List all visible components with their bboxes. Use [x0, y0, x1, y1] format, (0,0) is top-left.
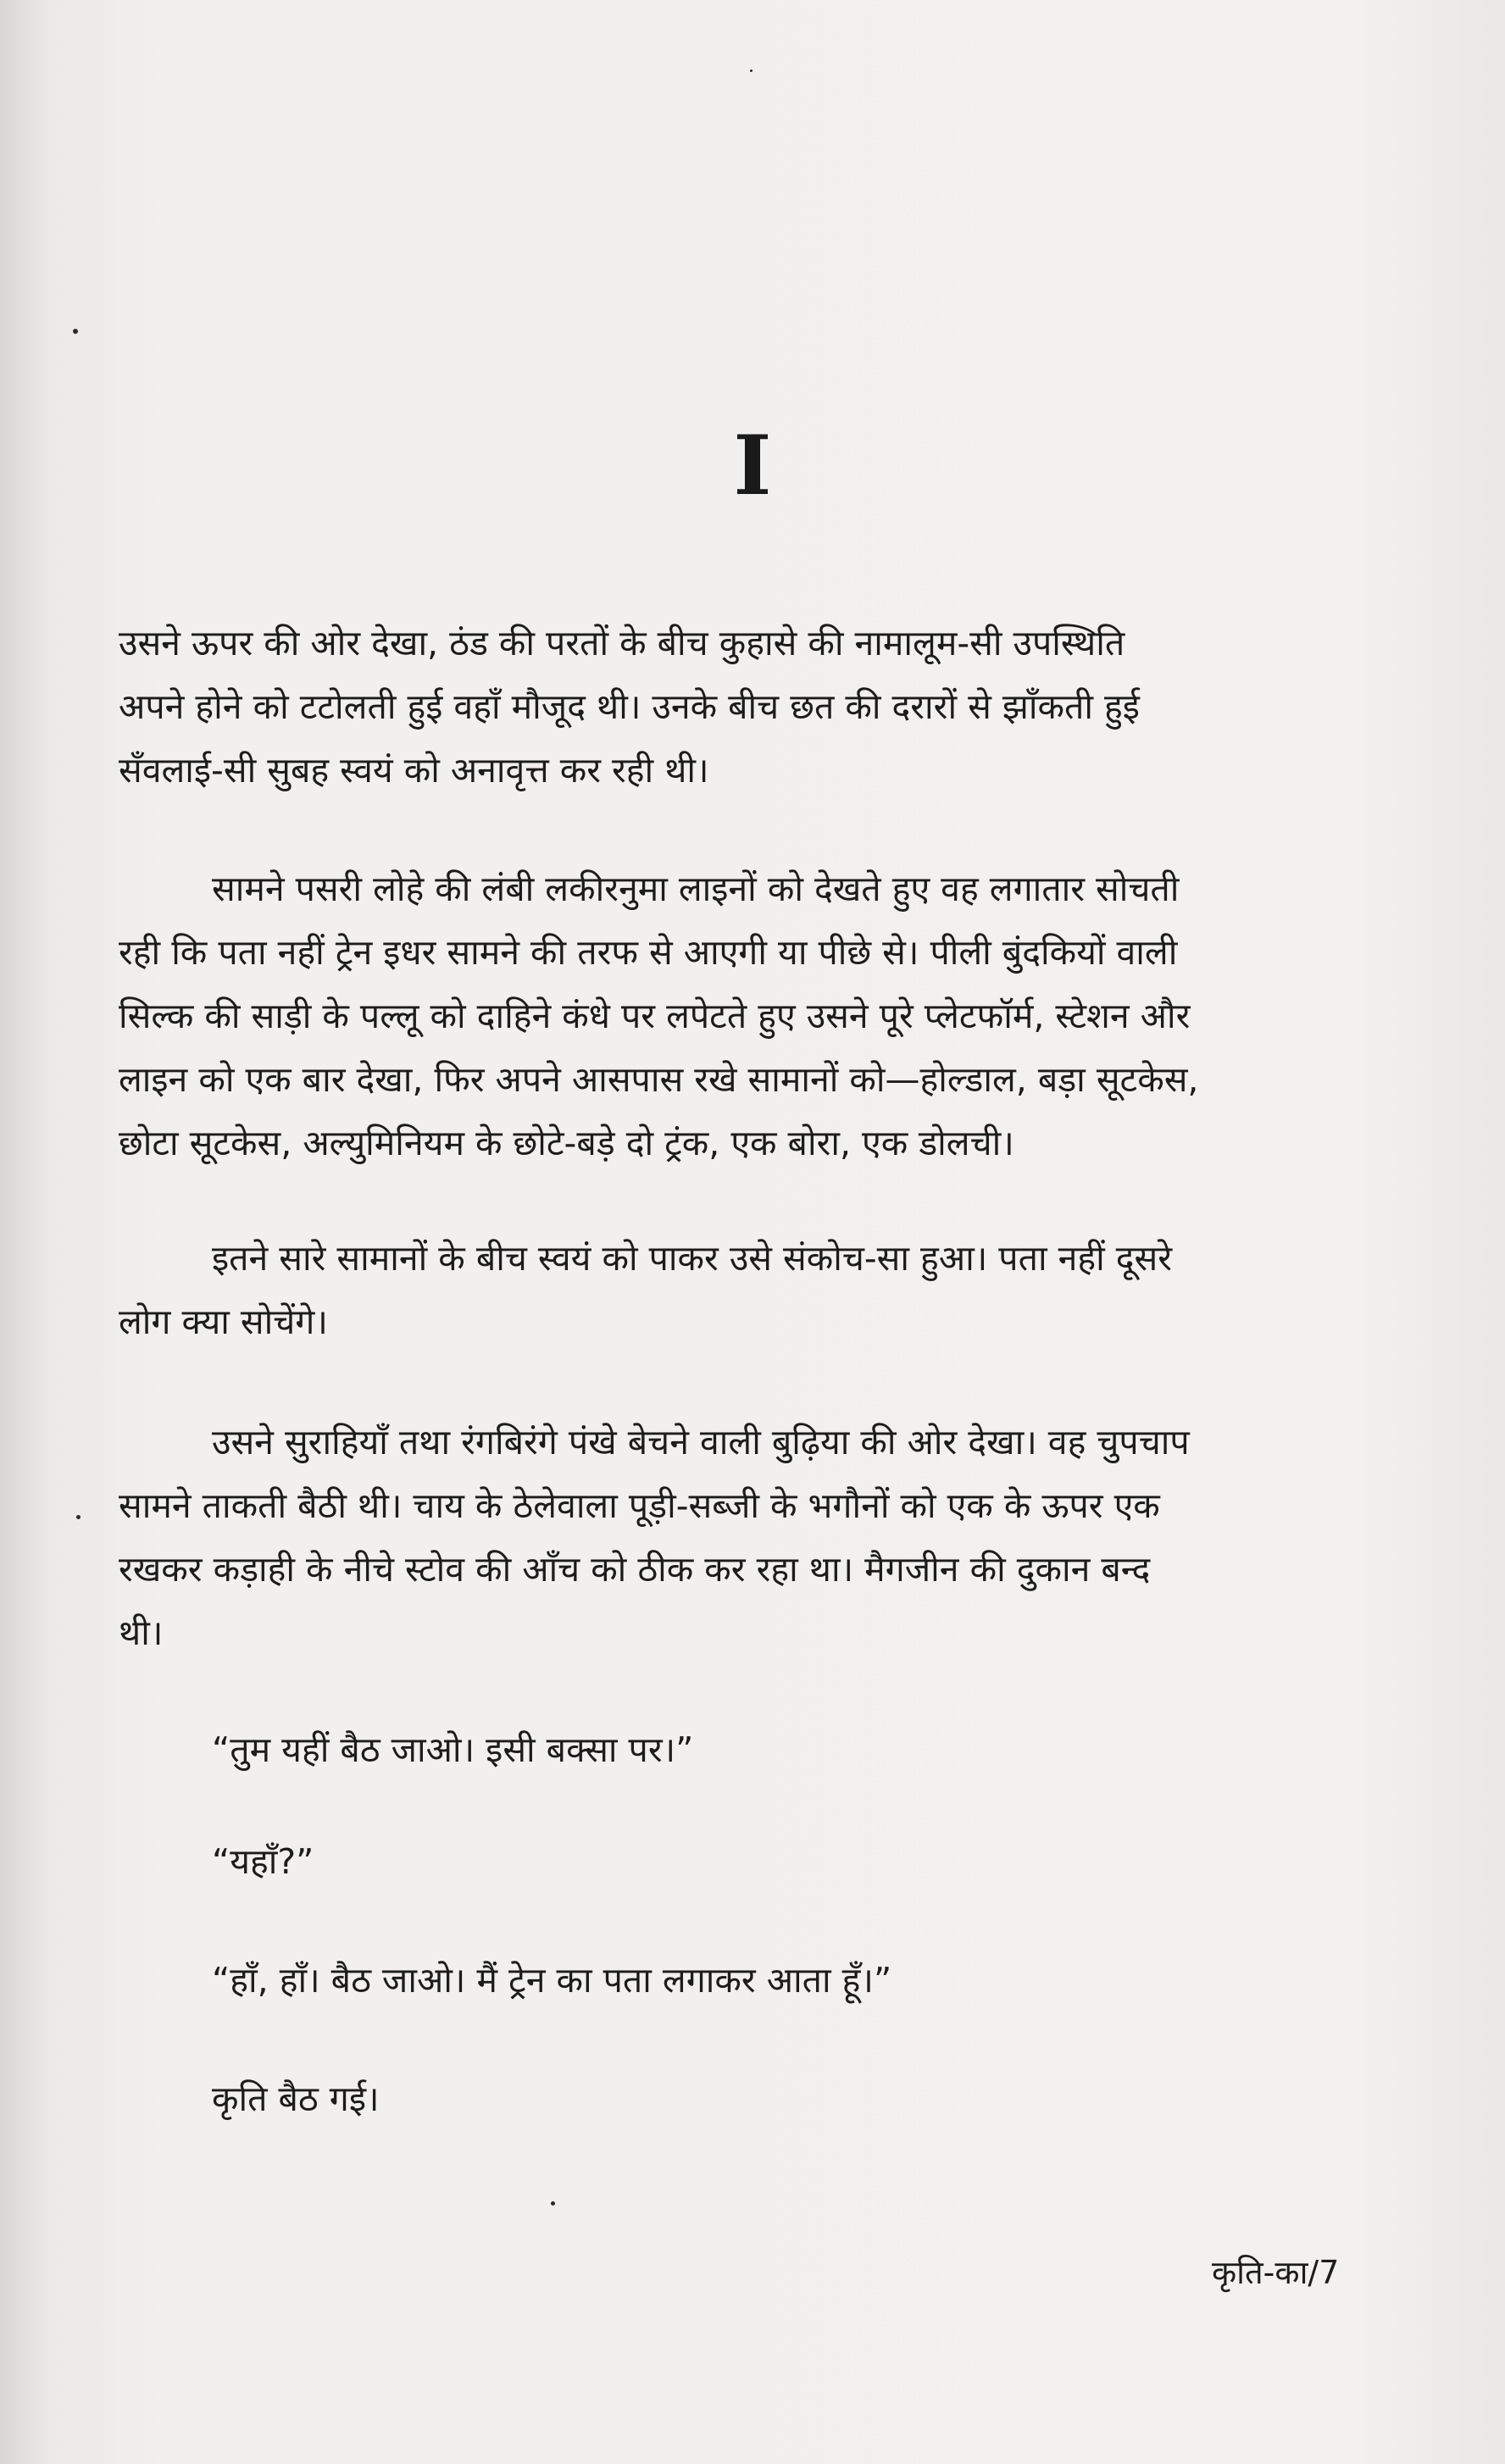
paragraph-line: अपने होने को टटोलती हुई वहाँ मौजूद थी। उनके बीच छत की दरारों से झाँकती हुई [119, 686, 1140, 727]
paragraph-line: “यहाँ?” [212, 1841, 314, 1882]
paragraph-line: सँवलाई-सी सुबह स्वयं को अनावृत्त कर रही थी। [119, 750, 709, 791]
paragraph-line: “तुम यहीं बैठ जाओ। इसी बक्सा पर।” [212, 1729, 694, 1770]
paragraph-line: “हाँ, हाँ। बैठ जाओ। मैं ट्रेन का पता लगाकर आता हूँ।” [212, 1960, 892, 2001]
paragraph-line: थी। [119, 1612, 164, 1653]
paragraph-4 [119, 1411, 1373, 1665]
paragraph-2 [119, 857, 1373, 1175]
dialogue-1 [119, 1718, 1373, 1782]
paragraph-line: इतने सारे सामानों के बीच स्वयं को पाकर उसे संकोच-सा हुआ। पता नहीं दूसरे [212, 1238, 1173, 1279]
paragraph-line: उसने सुराहियाँ तथा रंगबिरंगे पंखे बेचने वाली बुढ़िया की ओर देखा। वह चुपचाप [212, 1422, 1190, 1462]
paragraph-3 [119, 1227, 1373, 1354]
paragraph-line: सामने पसरी लोहे की लंबी लकीरनुमा लाइनों को देखते हुए वह लगातार सोचती [212, 869, 1180, 909]
print-speck [750, 69, 752, 72]
paragraph-line: सिल्क की साड़ी के पल्लू को दाहिने कंधे पर लपेटते हुए उसने पूरे प्लेटफॉर्म, स्टेशन और [119, 996, 1191, 1036]
print-speck [551, 2201, 555, 2206]
paragraph-line: लोग क्या सोचेंगे। [119, 1301, 328, 1342]
dialogue-3 [119, 1949, 1373, 2012]
closing-line [119, 2067, 1373, 2131]
paragraph-line: सामने ताकती बैठी थी। चाय के ठेलेवाला पूड़ी-सब्जी के भगौनों को एक के ऊपर एक [119, 1485, 1160, 1526]
paragraph-line: लाइन को एक बार देखा, फिर अपने आसपास रखे सामानों को—होल्डाल, बड़ा सूटकेस, [119, 1059, 1199, 1100]
chapter-number: I [733, 418, 772, 513]
paragraph-line: रही कि पता नहीं ट्रेन इधर सामने की तरफ से आएगी या पीछे से। पीली बुंदकियों वाली [119, 932, 1178, 973]
paragraph-line: छोटा सूटकेस, अल्युमिनियम के छोटे-बड़े दो ट्रंक, एक बोरा, एक डोलची। [119, 1123, 1014, 1163]
paragraph-line: उसने ऊपर की ओर देखा, ठंड की परतों के बीच कुहासे की नामालूम-सी उपस्थिति [119, 623, 1125, 663]
running-head-page-number: कृति-का/7 [1212, 2254, 1340, 2291]
paragraph-1 [119, 612, 1373, 802]
print-speck [73, 329, 78, 334]
paragraph-line: कृति बैठ गई। [212, 2078, 380, 2119]
paragraph-line: रखकर कड़ाही के नीचे स्टोव की आँच को ठीक कर रहा था। मैगजीन की दुकान बन्द [119, 1549, 1151, 1590]
dialogue-2 [119, 1830, 1373, 1894]
print-speck [76, 1515, 81, 1519]
